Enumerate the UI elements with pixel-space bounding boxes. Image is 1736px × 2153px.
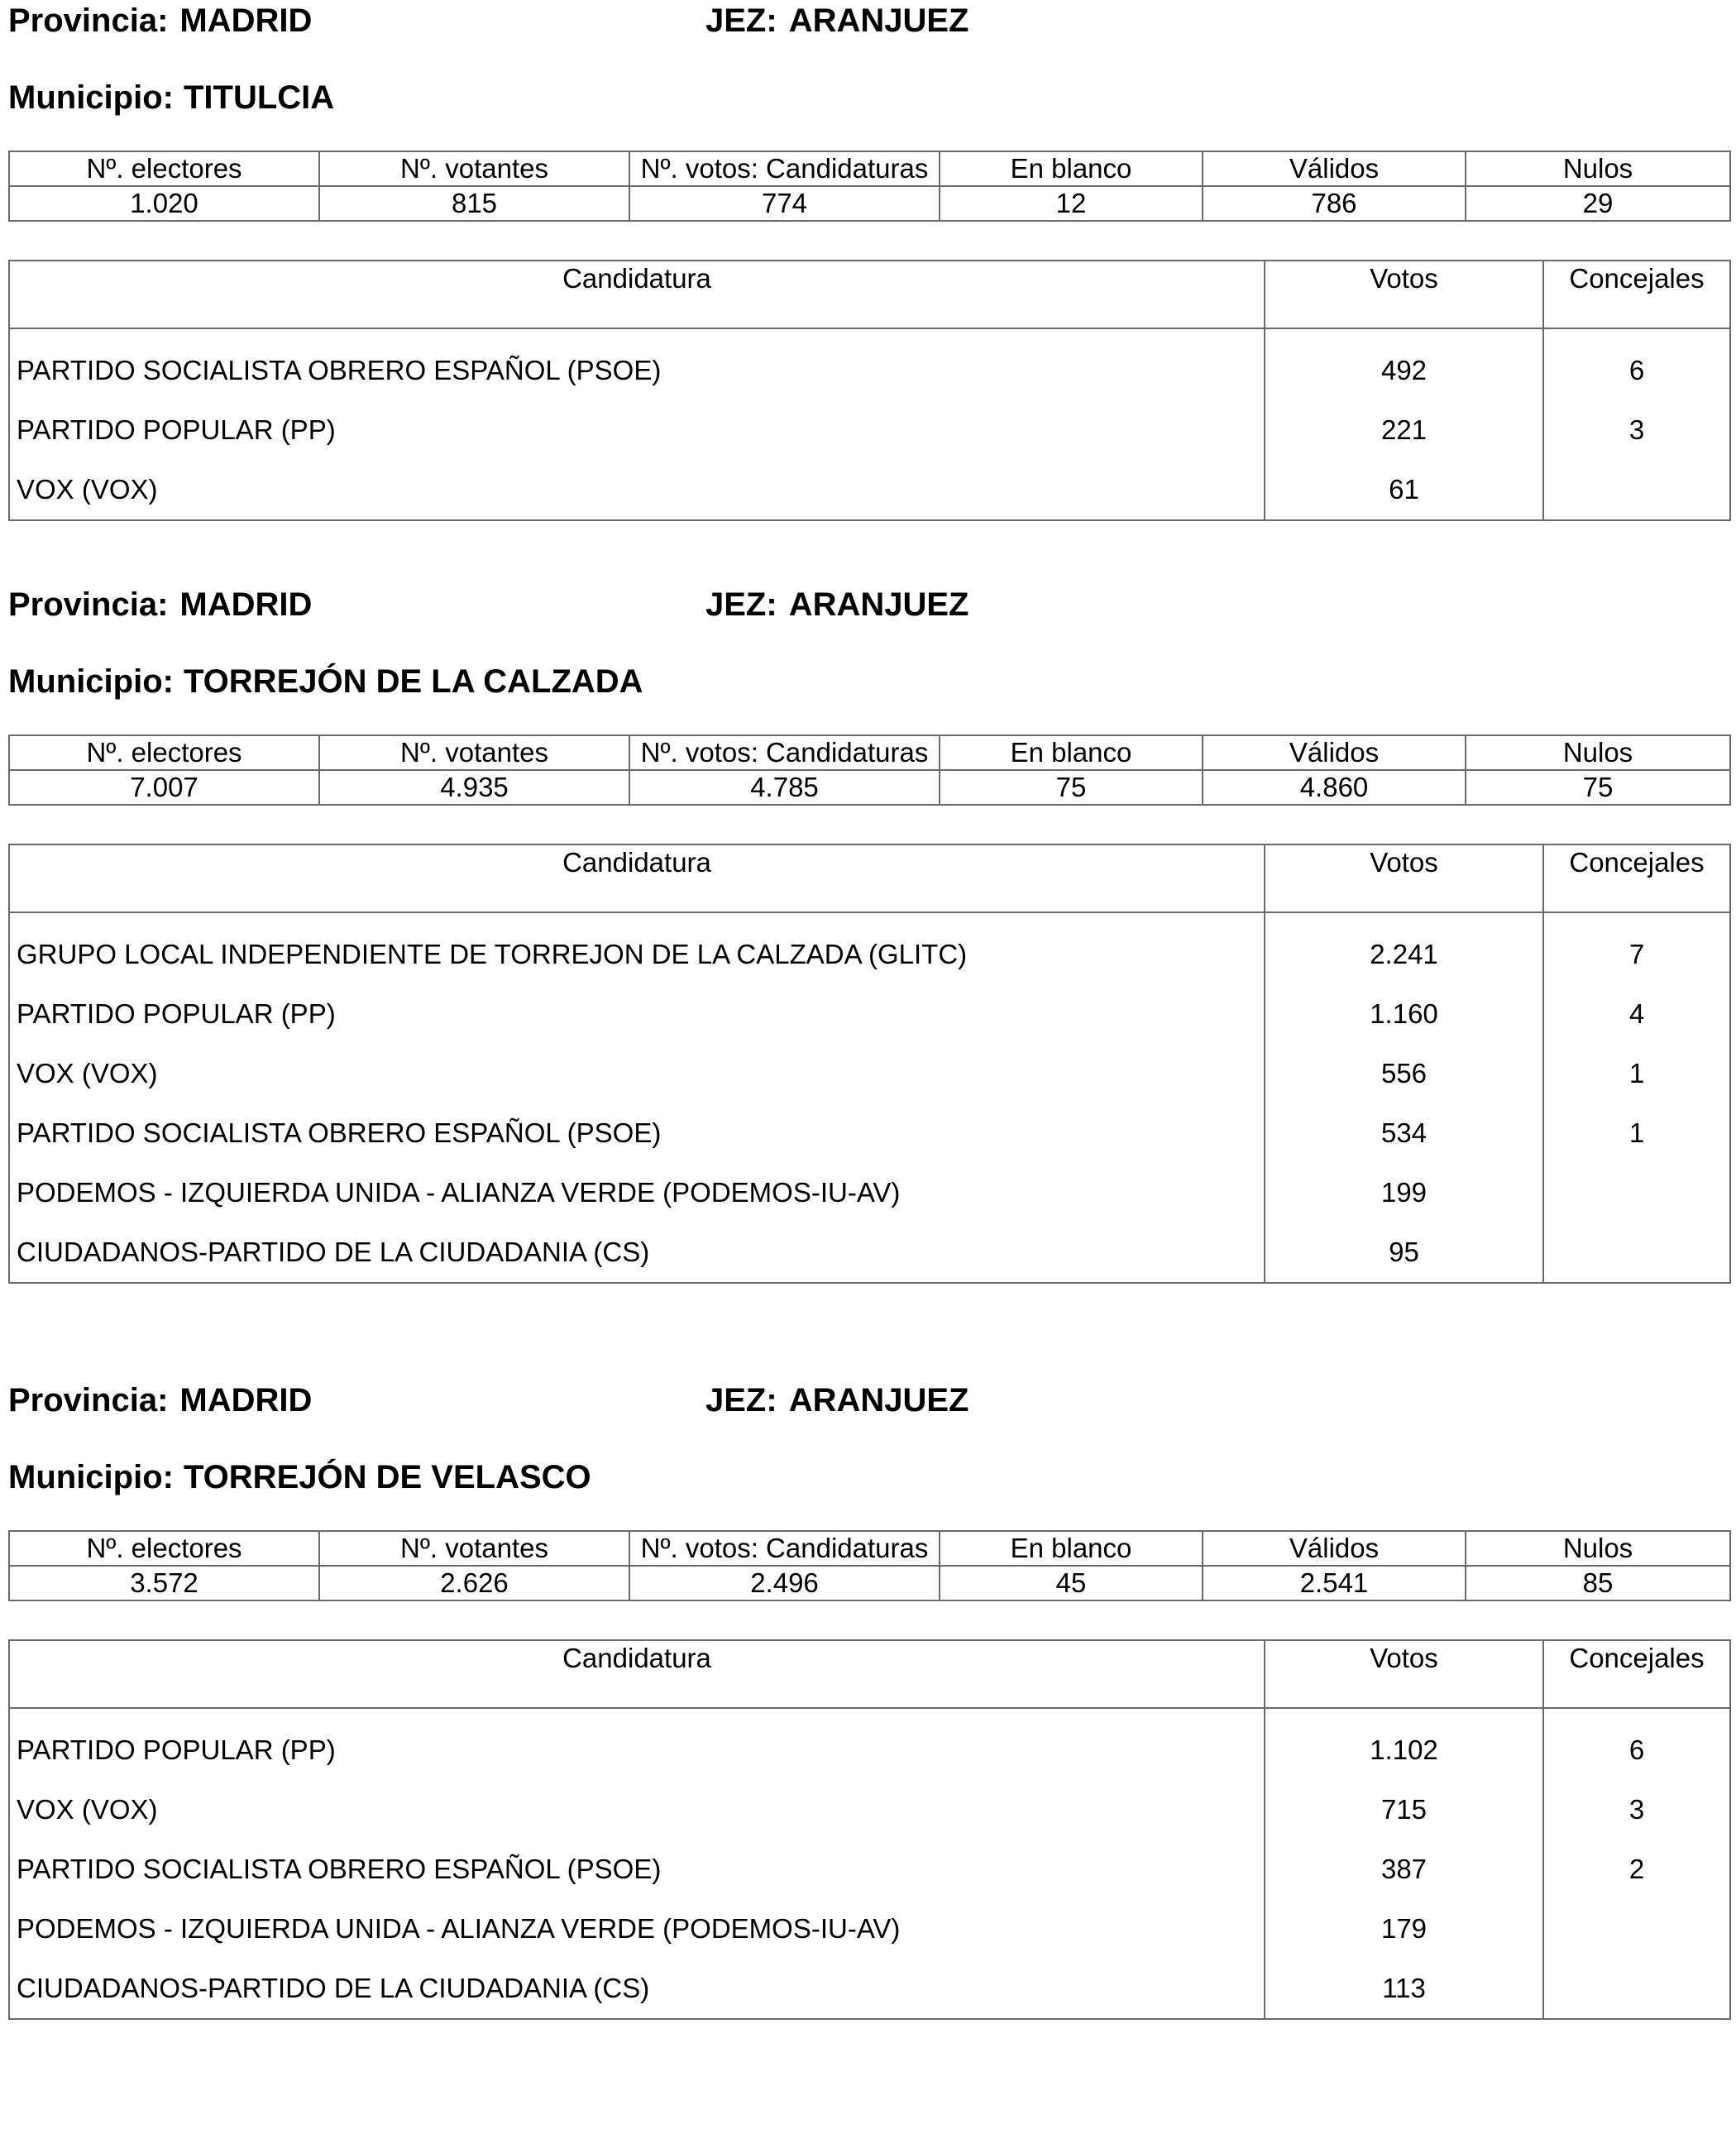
candidatura-row (9, 1103, 1730, 1163)
candidatura-row (9, 984, 1730, 1044)
stats-value-cell: 75 (1466, 770, 1730, 805)
stats-header-cell: En blanco (940, 151, 1203, 186)
candidatura-votos: 199 (1265, 1163, 1543, 1222)
stats-header-cell: Nº. electores (9, 735, 319, 770)
stats-value-cell: 4.860 (1203, 770, 1466, 805)
candidatura-name: CIUDADANOS-PARTIDO DE LA CIUDADANIA (CS) (9, 1222, 1265, 1283)
candidatura-concejales: 1 (1543, 1044, 1730, 1103)
candidatura-votos: 61 (1265, 460, 1543, 520)
candidatura-row (9, 400, 1730, 460)
stats-value-row (9, 1566, 1730, 1600)
candidatura-name: GRUPO LOCAL INDEPENDIENTE DE TORREJON DE LA CALZADA (GLITC) (9, 925, 1265, 984)
stats-header-cell: Nº. votos: Candidaturas (629, 1531, 940, 1566)
candidatura-votos: 179 (1265, 1899, 1543, 1959)
stats-header-cell: Nº. votantes (319, 151, 629, 186)
candidatura-concejales (1543, 1899, 1730, 1959)
municipio-heading (8, 663, 643, 701)
stats-header-cell: En blanco (940, 735, 1203, 770)
candidatura-votos: 1.102 (1265, 1720, 1543, 1780)
provincia-label: Provincia: (8, 586, 169, 623)
stats-header-cell: Nº. votantes (319, 1531, 629, 1566)
municipio-value: TITULCIA (183, 79, 335, 116)
candidatura-votos: 2.241 (1265, 925, 1543, 984)
candidaturas-header-row (9, 844, 1730, 912)
candidatura-concejales: 1 (1543, 1103, 1730, 1163)
candidatura-row (9, 1044, 1730, 1103)
stats-value-cell: 815 (319, 186, 629, 221)
stats-value-row (9, 770, 1730, 805)
candidatura-votos: 534 (1265, 1103, 1543, 1163)
municipio-heading (8, 1458, 591, 1496)
stats-header-row (9, 151, 1730, 186)
candidatura-name: PARTIDO SOCIALISTA OBRERO ESPAÑOL (PSOE) (9, 1840, 1265, 1899)
stats-table (8, 151, 1731, 222)
stats-header-cell: Nº. votos: Candidaturas (629, 151, 940, 186)
provincia-value: MADRID (179, 1382, 313, 1419)
stats-value-cell: 12 (940, 186, 1203, 221)
candidaturas-header-cell: Votos (1265, 261, 1543, 328)
jez-heading (705, 2, 968, 40)
stats-value-cell: 4.785 (629, 770, 940, 805)
candidatura-votos: 556 (1265, 1044, 1543, 1103)
stats-header-cell: Nº. votantes (319, 735, 629, 770)
stats-value-cell: 85 (1466, 1566, 1730, 1600)
candidatura-concejales: 3 (1543, 400, 1730, 460)
municipio-heading (8, 79, 334, 117)
stats-value-cell: 786 (1203, 186, 1466, 221)
stats-value-cell: 774 (629, 186, 940, 221)
stats-table (8, 1530, 1731, 1601)
candidatura-name: VOX (VOX) (9, 1044, 1265, 1103)
stats-value-cell: 75 (940, 770, 1203, 805)
candidaturas-header-row (9, 1640, 1730, 1708)
stats-value-cell: 3.572 (9, 1566, 319, 1600)
stats-header-cell: Nº. electores (9, 151, 319, 186)
candidatura-row (9, 1840, 1730, 1899)
provincia-value: MADRID (179, 2, 313, 39)
stats-header-cell: Nulos (1466, 1531, 1730, 1566)
candidaturas-header-row (9, 261, 1730, 328)
municipio-section (0, 0, 1736, 579)
jez-label: JEZ: (705, 586, 777, 623)
stats-value-cell: 29 (1466, 186, 1730, 221)
candidatura-concejales: 2 (1543, 1840, 1730, 1899)
stats-value-cell: 4.935 (319, 770, 629, 805)
stats-value-cell: 7.007 (9, 770, 319, 805)
candidaturas-table (8, 260, 1731, 521)
stats-header-cell: Válidos (1203, 735, 1466, 770)
jez-heading (705, 1381, 968, 1419)
candidatura-concejales (1543, 460, 1730, 520)
stats-header-cell: Nulos (1466, 735, 1730, 770)
stats-value-cell: 2.626 (319, 1566, 629, 1600)
candidaturas-header-cell: Concejales (1543, 261, 1730, 328)
candidatura-name: PARTIDO SOCIALISTA OBRERO ESPAÑOL (PSOE) (9, 1103, 1265, 1163)
candidatura-name: CIUDADANOS-PARTIDO DE LA CIUDADANIA (CS) (9, 1959, 1265, 2019)
jez-label: JEZ: (705, 2, 777, 39)
candidatura-concejales: 6 (1543, 1720, 1730, 1780)
candidaturas-header-cell: Concejales (1543, 1640, 1730, 1708)
candidatura-row (9, 341, 1730, 400)
candidatura-votos: 492 (1265, 341, 1543, 400)
candidatura-votos: 221 (1265, 400, 1543, 460)
stats-header-row (9, 735, 1730, 770)
jez-value: ARANJUEZ (788, 2, 969, 39)
candidaturas-table (8, 1639, 1731, 2020)
municipio-section (0, 1380, 1736, 2003)
candidatura-name: PARTIDO POPULAR (PP) (9, 1720, 1265, 1780)
jez-value: ARANJUEZ (788, 586, 969, 623)
candidatura-votos: 113 (1265, 1959, 1543, 2019)
stats-header-cell: Válidos (1203, 151, 1466, 186)
stats-value-cell: 45 (940, 1566, 1203, 1600)
stats-header-cell: Nulos (1466, 151, 1730, 186)
municipio-value: TORREJÓN DE VELASCO (183, 1459, 591, 1495)
candidatura-concejales (1543, 1959, 1730, 2019)
stats-table (8, 734, 1731, 806)
candidatura-votos: 387 (1265, 1840, 1543, 1899)
municipio-label: Municipio: (8, 663, 174, 700)
stats-value-cell: 2.541 (1203, 1566, 1466, 1600)
stats-header-cell: Válidos (1203, 1531, 1466, 1566)
candidatura-name: PARTIDO POPULAR (PP) (9, 400, 1265, 460)
stats-value-row (9, 186, 1730, 221)
candidatura-name: PARTIDO POPULAR (PP) (9, 984, 1265, 1044)
provincia-value: MADRID (179, 586, 313, 623)
candidatura-concejales: 3 (1543, 1780, 1730, 1840)
provincia-heading (8, 586, 312, 624)
candidatura-votos: 715 (1265, 1780, 1543, 1840)
stats-header-cell: Nº. votos: Candidaturas (629, 735, 940, 770)
candidatura-concejales: 4 (1543, 984, 1730, 1044)
candidaturas-header-cell: Candidatura (9, 844, 1265, 912)
candidatura-concejales (1543, 1222, 1730, 1283)
stats-header-row (9, 1531, 1730, 1566)
municipio-label: Municipio: (8, 79, 174, 116)
provincia-heading (8, 1381, 312, 1419)
candidaturas-header-cell: Votos (1265, 1640, 1543, 1708)
candidaturas-header-cell: Candidatura (9, 1640, 1265, 1708)
provincia-heading (8, 2, 312, 40)
candidatura-row (9, 1720, 1730, 1780)
candidatura-name: PODEMOS - IZQUIERDA UNIDA - ALIANZA VERDE (PODEMOS-IU-AV) (9, 1899, 1265, 1959)
stats-header-cell: En blanco (940, 1531, 1203, 1566)
candidatura-row (9, 1163, 1730, 1222)
stats-header-cell: Nº. electores (9, 1531, 319, 1566)
provincia-label: Provincia: (8, 2, 169, 39)
stats-value-cell: 1.020 (9, 186, 319, 221)
candidatura-name: PARTIDO SOCIALISTA OBRERO ESPAÑOL (PSOE) (9, 341, 1265, 400)
candidatura-row (9, 925, 1730, 984)
candidatura-row (9, 460, 1730, 520)
municipio-value: TORREJÓN DE LA CALZADA (183, 663, 643, 700)
provincia-label: Provincia: (8, 1382, 169, 1419)
candidatura-concejales (1543, 1163, 1730, 1222)
candidaturas-header-cell: Concejales (1543, 844, 1730, 912)
candidatura-name: VOX (VOX) (9, 460, 1265, 520)
candidatura-row (9, 1222, 1730, 1283)
jez-value: ARANJUEZ (788, 1382, 969, 1419)
municipio-section (0, 584, 1736, 1267)
candidatura-name: VOX (VOX) (9, 1780, 1265, 1840)
stats-value-cell: 2.496 (629, 1566, 940, 1600)
candidatura-row (9, 1959, 1730, 2019)
candidatura-row (9, 1899, 1730, 1959)
municipio-label: Municipio: (8, 1459, 174, 1495)
candidatura-concejales: 7 (1543, 925, 1730, 984)
candidatura-concejales: 6 (1543, 341, 1730, 400)
jez-heading (705, 586, 968, 624)
candidaturas-header-cell: Candidatura (9, 261, 1265, 328)
jez-label: JEZ: (705, 1382, 777, 1419)
candidatura-votos: 95 (1265, 1222, 1543, 1283)
candidaturas-header-cell: Votos (1265, 844, 1543, 912)
candidatura-votos: 1.160 (1265, 984, 1543, 1044)
candidatura-row (9, 1780, 1730, 1840)
candidatura-name: PODEMOS - IZQUIERDA UNIDA - ALIANZA VERDE (PODEMOS-IU-AV) (9, 1163, 1265, 1222)
candidaturas-table (8, 844, 1731, 1284)
